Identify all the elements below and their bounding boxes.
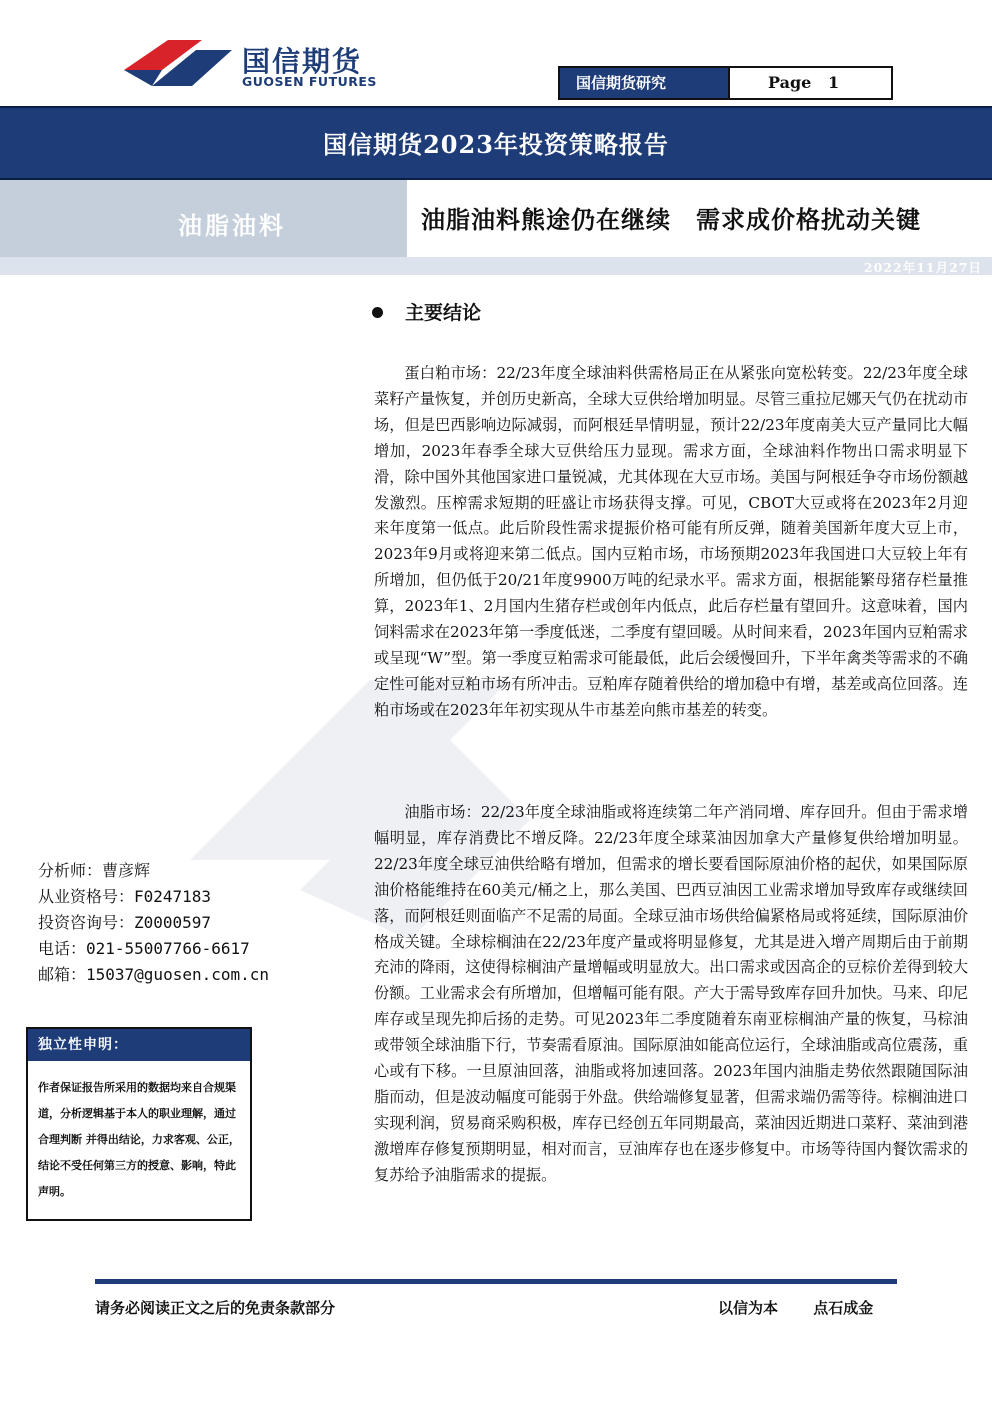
independence-title: 独立性申明： xyxy=(28,1029,250,1061)
report-category: 油脂油料 xyxy=(178,211,286,240)
logo-name-cn: 国信期货 xyxy=(242,45,363,78)
box-divider xyxy=(728,68,730,98)
report-date: 2022年11月27日 xyxy=(863,260,982,275)
title-band xyxy=(0,106,992,180)
independence-statement-box xyxy=(26,1027,252,1221)
report-title: 国信期货2023年投资策略报告 xyxy=(323,130,669,159)
paragraph-oil-market: 油脂市场：22/23年度全球油脂或将连续第二年产消同增、库存回升。但由于需求增幅明显，库存消费比不增反降。22/23年度全球菜油因加拿大产量修复供给增加明显。22/23年度全球豆油供给略有增加，但需求的增长要看国际原油价格的起伏，如果国际原油价格能维持在60美元/桶之上，那么美国、巴西豆油因工业需求增加导致库存或继续回落，而阿根廷则面临产不足需的局面。全球豆油市场供给偏紧格局或将延续，国际原油价格成关键。全球棕榈油在22/23年度产量或将明显修复，尤其是进入增产周期后由于前期充沛的降雨，这使得棕榈油产量增幅或明显放大。出口需求或因高企的豆棕价差得到较大份额。工业需求会有所增加，但增幅可能有限。产大于需导致库存回升加快。马来、印尼库存或呈现先抑后扬的走势。可见2023年二季度随着东南亚棕榈油产量的恢复，马棕油或带领全球油脂下行，节奏需看原油。国际原油如能高位运行，全球油脂或高位震荡，重心或有下移。一旦原油回落，油脂或将加速回落。2023年国内油脂走势依然跟随国际油脂而动，但是波动幅度可能弱于外盘。供给端修复显著，但需求端仍需等待。棕榈油进口实现利润，贸易商采购积极，库存已经创五年同期最高，菜油因近期进口菜籽、菜油到港激增库存修复预期明显，相对而言，豆油库存也在逐步修复中。市场等待国内餐饮需求的复苏给予油脂需求的提振。 xyxy=(374,803,968,1184)
logo-mark-icon xyxy=(122,36,234,92)
footer-disclaimer-note: 请务必阅读正文之后的免责条款部分 xyxy=(95,1299,336,1317)
subtitle-band xyxy=(0,180,992,262)
bullet-icon xyxy=(372,307,383,318)
page-number: 1 xyxy=(828,73,840,92)
analyst-phone: 电话：021-55007766-6617 xyxy=(38,939,250,958)
analyst-qualification: 从业资格号：F0247183 xyxy=(38,887,212,906)
logo-name-en: GUOSEN FUTURES xyxy=(242,74,377,89)
research-page-box xyxy=(558,66,893,100)
section-heading-text: 主要结论 xyxy=(405,302,482,324)
report-headline: 油脂油料熊途仍在继续 需求成价格扰动关键 xyxy=(421,205,921,234)
analyst-name: 分析师：曹彦辉 xyxy=(38,861,151,880)
research-label: 国信期货研究 xyxy=(560,68,728,98)
brand-logo xyxy=(122,36,392,96)
headline-box xyxy=(407,180,992,262)
analyst-consult-number: 投资咨询号：Z0000597 xyxy=(38,913,212,932)
page-label: Page xyxy=(768,73,812,92)
section-heading xyxy=(372,298,481,325)
date-bar xyxy=(0,257,992,275)
analyst-email: 邮箱：15037@guosen.com.cn xyxy=(38,965,270,984)
paragraph-meal-market: 蛋白粕市场：22/23年度全球油料供需格局正在从紧张向宽松转变。22/23年度全球菜籽产量恢复，并创历史新高，全球大豆供给增加明显。尽管三重拉尼娜天气仍在扰动市场，但是巴西影响边际减弱，而阿根廷旱情明显，预计22/23年度南美大豆产量同比大幅增加，2023年春季全球大豆供给压力显现。需求方面，全球油料作物出口需求明显下滑，除中国外其他国家进口量锐减，尤其体现在大豆市场。美国与阿根廷争夺市场份额越发激烈。压榨需求短期的旺盛让市场获得支撑。可见，CBOT大豆或将在2023年2月迎来年度第一低点。此后阶段性需求提振价格可能有所反弹，随着美国新年度大豆上市，2023年9月或将迎来第二低点。国内豆粕市场，市场预期2023年我国进口大豆较上年有所增加，但仍低于20/21年度9900万吨的纪录水平。需求方面，根据能繁母猪存栏量推算，2023年1、2月国内生猪存栏或创年内低点，此后存栏量有望回升。这意味着，国内饲料需求在2023年第一季度低迷，二季度有望回暖。从时间来看，2023年国内豆粕需求或呈现“W”型。第一季度豆粕需求可能最低，此后会缓慢回升，下半年禽类等需求的不确定性可能对豆粕市场有所冲击。豆粕库存随着供给的增加稳中有增，基差或高位回落。连粕市场或在2023年年初实现从牛市基差向熊市基差的转变。 xyxy=(374,364,968,719)
footer-divider xyxy=(95,1279,897,1284)
analyst-info xyxy=(38,858,269,988)
footer-slogan: 以信为本 点石成金 xyxy=(718,1299,874,1317)
independence-text: 作者保证报告所采用的数据均来自合规渠道，分析逻辑基于本人的职业理解，通过合理判断 并得出结论，力求客观、公正，结论不受任何第三方的授意、影响，特此声明。 xyxy=(38,1081,240,1198)
